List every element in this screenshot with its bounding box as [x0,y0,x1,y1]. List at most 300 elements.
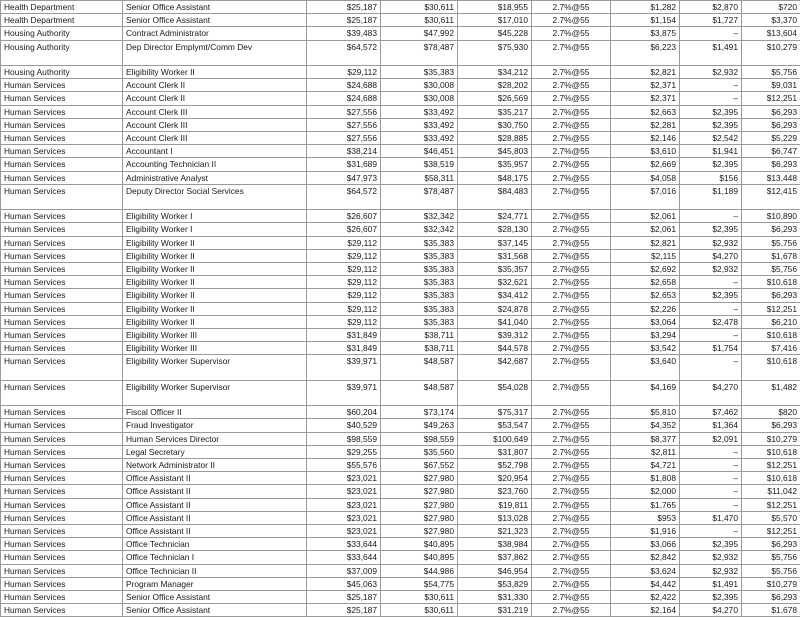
table-row [1,538,800,551]
salary-min-cell: $38,214 [307,145,381,158]
health-benefit-cell: $2,395 [680,223,742,236]
department-cell: Human Services [1,380,123,405]
position-cell: Account Clerk III [123,132,307,145]
department-cell: Human Services [1,249,123,262]
position-cell: Eligibility Worker II [123,289,307,302]
other-benefit-cell: $5,756 [742,263,800,276]
department-cell: Human Services [1,419,123,432]
retirement-formula-cell: 2.7%@55 [532,263,611,276]
position-cell: Senior Office Assistant [123,1,307,14]
table-body [1,1,800,617]
position-cell: Account Clerk II [123,79,307,92]
position-cell: Dep Director Emplymt/Comm Dev [123,40,307,65]
retirement-cost-cell: $2,371 [611,92,680,105]
position-cell: Eligibility Worker II [123,249,307,262]
position-cell: Office Assistant II [123,498,307,511]
salary-min-cell: $29,112 [307,302,381,315]
retirement-formula-cell: 2.7%@55 [532,14,611,27]
department-cell: Housing Authority [1,40,123,65]
actual-salary-cell: $24,771 [458,210,532,223]
retirement-cost-cell: $953 [611,511,680,524]
salary-min-cell: $29,112 [307,66,381,79]
table-row [1,276,800,289]
retirement-cost-cell: $2,658 [611,276,680,289]
position-cell: Contract Administrator [123,27,307,40]
position-cell: Senior Office Assistant [123,14,307,27]
actual-salary-cell: $35,957 [458,158,532,171]
actual-salary-cell: $26,569 [458,92,532,105]
position-cell: Senior Office Assistant [123,591,307,604]
retirement-formula-cell: 2.7%@55 [532,210,611,223]
actual-salary-cell: $28,885 [458,132,532,145]
health-benefit-cell: $1,491 [680,577,742,590]
actual-salary-cell: $37,862 [458,551,532,564]
salary-min-cell: $25,187 [307,604,381,617]
other-benefit-cell: $5,756 [742,551,800,564]
health-benefit-cell: $4,270 [680,604,742,617]
salary-max-cell: $35,383 [381,289,458,302]
actual-salary-cell: $31,568 [458,249,532,262]
department-cell: Human Services [1,551,123,564]
health-benefit-cell: $2,932 [680,263,742,276]
retirement-formula-cell: 2.7%@55 [532,236,611,249]
other-benefit-cell: $10,618 [742,445,800,458]
salary-min-cell: $24,688 [307,79,381,92]
health-benefit-cell: $2,395 [680,289,742,302]
health-benefit-cell: – [680,485,742,498]
department-cell: Human Services [1,604,123,617]
other-benefit-cell: $10,618 [742,472,800,485]
department-cell: Human Services [1,145,123,158]
actual-salary-cell: $53,829 [458,577,532,590]
health-benefit-cell: $2,395 [680,591,742,604]
salary-max-cell: $48,587 [381,380,458,405]
salary-max-cell: $27,980 [381,525,458,538]
retirement-formula-cell: 2.7%@55 [532,577,611,590]
position-cell: Eligibility Worker II [123,276,307,289]
actual-salary-cell: $38,984 [458,538,532,551]
salary-min-cell: $37,009 [307,564,381,577]
salary-min-cell: $45,063 [307,577,381,590]
retirement-formula-cell: 2.7%@55 [532,485,611,498]
department-cell: Human Services [1,236,123,249]
retirement-formula-cell: 2.7%@55 [532,329,611,342]
salary-max-cell: $30,008 [381,79,458,92]
salary-min-cell: $39,971 [307,380,381,405]
table-row [1,118,800,131]
department-cell: Human Services [1,472,123,485]
health-benefit-cell: $2,932 [680,564,742,577]
retirement-cost-cell: $2,061 [611,210,680,223]
table-row [1,445,800,458]
health-benefit-cell: – [680,355,742,380]
department-cell: Human Services [1,591,123,604]
table-row [1,210,800,223]
retirement-formula-cell: 2.7%@55 [532,118,611,131]
actual-salary-cell: $28,130 [458,223,532,236]
department-cell: Human Services [1,315,123,328]
department-cell: Human Services [1,92,123,105]
actual-salary-cell: $28,202 [458,79,532,92]
actual-salary-cell: $75,317 [458,406,532,419]
retirement-formula-cell: 2.7%@55 [532,302,611,315]
actual-salary-cell: $53,547 [458,419,532,432]
health-benefit-cell: – [680,329,742,342]
other-benefit-cell: $12,251 [742,498,800,511]
department-cell: Human Services [1,485,123,498]
health-benefit-cell: – [680,445,742,458]
actual-salary-cell: $46,954 [458,564,532,577]
position-cell: Fraud Investigator [123,419,307,432]
health-benefit-cell: $2,395 [680,105,742,118]
table-row [1,40,800,65]
position-cell: Office Assistant II [123,472,307,485]
other-benefit-cell: $3,370 [742,14,800,27]
department-cell: Housing Authority [1,27,123,40]
salary-min-cell: $25,187 [307,1,381,14]
salary-max-cell: $35,383 [381,302,458,315]
actual-salary-cell: $24,878 [458,302,532,315]
salary-max-cell: $30,008 [381,92,458,105]
retirement-cost-cell: $4,352 [611,419,680,432]
retirement-cost-cell: $2,663 [611,105,680,118]
health-benefit-cell: $1,491 [680,40,742,65]
salary-min-cell: $29,112 [307,276,381,289]
retirement-cost-cell: $3,294 [611,329,680,342]
actual-salary-cell: $39,312 [458,329,532,342]
health-benefit-cell: $2,932 [680,236,742,249]
other-benefit-cell: $10,279 [742,577,800,590]
table-row [1,171,800,184]
other-benefit-cell: $12,251 [742,459,800,472]
retirement-formula-cell: 2.7%@55 [532,92,611,105]
salary-min-cell: $29,112 [307,236,381,249]
salary-min-cell: $23,021 [307,525,381,538]
retirement-cost-cell: $3,542 [611,342,680,355]
other-benefit-cell: $10,890 [742,210,800,223]
retirement-formula-cell: 2.7%@55 [532,27,611,40]
retirement-cost-cell: $3,610 [611,145,680,158]
retirement-cost-cell: $2,146 [611,132,680,145]
retirement-cost-cell: $6,223 [611,40,680,65]
salary-max-cell: $27,980 [381,511,458,524]
department-cell: Human Services [1,538,123,551]
salary-min-cell: $31,689 [307,158,381,171]
position-cell: Eligibility Worker II [123,66,307,79]
position-cell: Eligibility Worker I [123,223,307,236]
salary-max-cell: $98,559 [381,432,458,445]
actual-salary-cell: $45,803 [458,145,532,158]
retirement-cost-cell: $1,808 [611,472,680,485]
health-benefit-cell: $1,189 [680,184,742,209]
table-row [1,329,800,342]
salary-max-cell: $30,611 [381,14,458,27]
retirement-cost-cell: $7,016 [611,184,680,209]
table-row [1,511,800,524]
retirement-formula-cell: 2.7%@55 [532,355,611,380]
salary-max-cell: $40,895 [381,551,458,564]
position-cell: Office Assistant II [123,511,307,524]
position-cell: Program Manager [123,577,307,590]
health-benefit-cell: $1,364 [680,419,742,432]
actual-salary-cell: $54,028 [458,380,532,405]
health-benefit-cell: $1,941 [680,145,742,158]
table-row [1,472,800,485]
table-row [1,27,800,40]
health-benefit-cell: – [680,276,742,289]
actual-salary-cell: $13,028 [458,511,532,524]
salary-min-cell: $29,112 [307,249,381,262]
retirement-formula-cell: 2.7%@55 [532,145,611,158]
actual-salary-cell: $52,798 [458,459,532,472]
retirement-formula-cell: 2.7%@55 [532,511,611,524]
position-cell: Legal Secretary [123,445,307,458]
actual-salary-cell: $45,228 [458,27,532,40]
table-row [1,551,800,564]
position-cell: Account Clerk II [123,92,307,105]
position-cell: Eligibility Worker Supervisor [123,355,307,380]
other-benefit-cell: $5,570 [742,511,800,524]
other-benefit-cell: $12,251 [742,302,800,315]
table-row [1,342,800,355]
salary-max-cell: $47,992 [381,27,458,40]
retirement-cost-cell: $4,442 [611,577,680,590]
position-cell: Eligibility Worker I [123,210,307,223]
health-benefit-cell: $2,395 [680,538,742,551]
health-benefit-cell: – [680,459,742,472]
department-cell: Human Services [1,132,123,145]
health-benefit-cell: – [680,302,742,315]
health-benefit-cell: $4,270 [680,249,742,262]
salary-max-cell: $33,492 [381,132,458,145]
health-benefit-cell: $2,395 [680,118,742,131]
department-cell: Human Services [1,105,123,118]
other-benefit-cell: $6,293 [742,223,800,236]
retirement-cost-cell: $1,916 [611,525,680,538]
salary-max-cell: $78,487 [381,40,458,65]
retirement-formula-cell: 2.7%@55 [532,406,611,419]
actual-salary-cell: $48,175 [458,171,532,184]
retirement-cost-cell: $8,377 [611,432,680,445]
position-cell: Office Assistant II [123,485,307,498]
retirement-formula-cell: 2.7%@55 [532,432,611,445]
retirement-cost-cell: $1,282 [611,1,680,14]
position-cell: Account Clerk III [123,118,307,131]
table-row [1,223,800,236]
retirement-formula-cell: 2.7%@55 [532,498,611,511]
actual-salary-cell: $35,357 [458,263,532,276]
table-row [1,525,800,538]
salary-max-cell: $40,895 [381,538,458,551]
other-benefit-cell: $5,756 [742,66,800,79]
position-cell: Eligibility Worker II [123,302,307,315]
salary-max-cell: $73,174 [381,406,458,419]
table-row [1,184,800,209]
salary-min-cell: $25,187 [307,591,381,604]
table-row [1,263,800,276]
department-cell: Health Department [1,14,123,27]
department-cell: Human Services [1,302,123,315]
health-benefit-cell: $2,478 [680,315,742,328]
department-cell: Human Services [1,276,123,289]
salary-min-cell: $55,576 [307,459,381,472]
salary-max-cell: $30,611 [381,591,458,604]
salary-max-cell: $46,451 [381,145,458,158]
table-row [1,145,800,158]
retirement-cost-cell: $2,669 [611,158,680,171]
actual-salary-cell: $34,212 [458,66,532,79]
salary-max-cell: $35,383 [381,236,458,249]
position-cell: Eligibility Worker Supervisor [123,380,307,405]
health-benefit-cell: $2,091 [680,432,742,445]
table-row [1,604,800,617]
table-row [1,1,800,14]
table-row [1,564,800,577]
retirement-cost-cell: $2,000 [611,485,680,498]
other-benefit-cell: $6,293 [742,118,800,131]
salary-max-cell: $30,611 [381,604,458,617]
retirement-formula-cell: 2.7%@55 [532,171,611,184]
position-cell: Office Technician [123,538,307,551]
position-cell: Eligibility Worker II [123,315,307,328]
actual-salary-cell: $19,811 [458,498,532,511]
actual-salary-cell: $23,760 [458,485,532,498]
retirement-cost-cell: $2,821 [611,236,680,249]
other-benefit-cell: $720 [742,1,800,14]
actual-salary-cell: $17,010 [458,14,532,27]
table-row [1,406,800,419]
health-benefit-cell: $4,270 [680,380,742,405]
table-row [1,132,800,145]
table-row [1,66,800,79]
department-cell: Housing Authority [1,66,123,79]
other-benefit-cell: $13,604 [742,27,800,40]
table-row [1,355,800,380]
table-row [1,459,800,472]
actual-salary-cell: $34,412 [458,289,532,302]
table-row [1,315,800,328]
salary-max-cell: $54,775 [381,577,458,590]
salary-max-cell: $78,487 [381,184,458,209]
actual-salary-cell: $42,687 [458,355,532,380]
other-benefit-cell: $6,293 [742,105,800,118]
table-row [1,380,800,405]
retirement-formula-cell: 2.7%@55 [532,525,611,538]
health-benefit-cell: $2,932 [680,551,742,564]
retirement-formula-cell: 2.7%@55 [532,1,611,14]
department-cell: Human Services [1,263,123,276]
table-row [1,79,800,92]
department-cell: Human Services [1,564,123,577]
actual-salary-cell: $31,330 [458,591,532,604]
health-benefit-cell: – [680,79,742,92]
department-cell: Human Services [1,445,123,458]
position-cell: Accounting Technician II [123,158,307,171]
position-cell: Office Assistant II [123,525,307,538]
salary-max-cell: $35,383 [381,263,458,276]
position-cell: Fiscal Officer II [123,406,307,419]
retirement-formula-cell: 2.7%@55 [532,184,611,209]
retirement-formula-cell: 2.7%@55 [532,132,611,145]
other-benefit-cell: $12,251 [742,92,800,105]
department-cell: Human Services [1,158,123,171]
salary-min-cell: $64,572 [307,184,381,209]
department-cell: Human Services [1,511,123,524]
retirement-cost-cell: $1,154 [611,14,680,27]
salary-min-cell: $60,204 [307,406,381,419]
actual-salary-cell: $32,621 [458,276,532,289]
salary-min-cell: $23,021 [307,498,381,511]
health-benefit-cell: $1,470 [680,511,742,524]
actual-salary-cell: $21,323 [458,525,532,538]
retirement-cost-cell: $3,875 [611,27,680,40]
other-benefit-cell: $6,293 [742,538,800,551]
other-benefit-cell: $10,279 [742,432,800,445]
retirement-formula-cell: 2.7%@55 [532,158,611,171]
table-row [1,14,800,27]
table-row [1,577,800,590]
retirement-cost-cell: $2,061 [611,223,680,236]
department-cell: Human Services [1,406,123,419]
salary-max-cell: $35,383 [381,315,458,328]
other-benefit-cell: $9,031 [742,79,800,92]
other-benefit-cell: $5,229 [742,132,800,145]
retirement-cost-cell: $2,422 [611,591,680,604]
salary-max-cell: $35,383 [381,66,458,79]
salary-min-cell: $29,255 [307,445,381,458]
retirement-formula-cell: 2.7%@55 [532,223,611,236]
health-benefit-cell: $2,932 [680,66,742,79]
actual-salary-cell: $31,219 [458,604,532,617]
salary-min-cell: $27,556 [307,118,381,131]
other-benefit-cell: $12,415 [742,184,800,209]
retirement-cost-cell: $2,115 [611,249,680,262]
retirement-formula-cell: 2.7%@55 [532,472,611,485]
retirement-cost-cell: $4,721 [611,459,680,472]
retirement-cost-cell: $2,226 [611,302,680,315]
other-benefit-cell: $7,416 [742,342,800,355]
salary-min-cell: $31,849 [307,342,381,355]
salary-max-cell: $58,311 [381,171,458,184]
health-benefit-cell: $2,395 [680,158,742,171]
position-cell: Office Technician I [123,551,307,564]
retirement-cost-cell: $2,821 [611,66,680,79]
actual-salary-cell: $31,807 [458,445,532,458]
health-benefit-cell: $1,754 [680,342,742,355]
other-benefit-cell: $11,042 [742,485,800,498]
table-row [1,105,800,118]
position-cell: Eligibility Worker III [123,329,307,342]
other-benefit-cell: $6,293 [742,591,800,604]
health-benefit-cell: $2,542 [680,132,742,145]
health-benefit-cell: – [680,210,742,223]
position-cell: Eligibility Worker III [123,342,307,355]
salary-min-cell: $33,644 [307,538,381,551]
table-row [1,485,800,498]
salary-min-cell: $25,187 [307,14,381,27]
health-benefit-cell: $1,727 [680,14,742,27]
retirement-formula-cell: 2.7%@55 [532,564,611,577]
table-row [1,432,800,445]
other-benefit-cell: $1,678 [742,604,800,617]
salary-max-cell: $38,711 [381,342,458,355]
department-cell: Human Services [1,459,123,472]
retirement-formula-cell: 2.7%@55 [532,289,611,302]
other-benefit-cell: $820 [742,406,800,419]
salary-min-cell: $40,529 [307,419,381,432]
retirement-cost-cell: $2,842 [611,551,680,564]
other-benefit-cell: $5,756 [742,236,800,249]
